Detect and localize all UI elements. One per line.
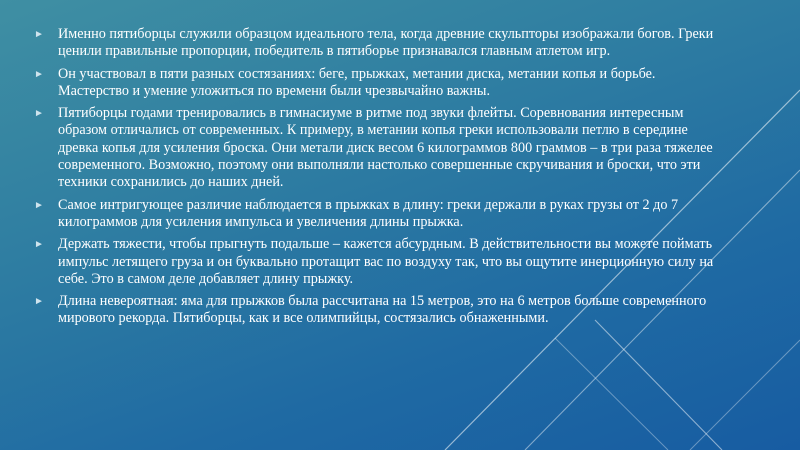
bullet-arrow-icon: ► [34,68,44,80]
paragraph-text: Именно пятиборцы служили образцом идеального тела, когда древние скульпторы изображали богов. Греки ценили правильные пропорции, победитель в пятиборье признавался главным атлетом игр. [58,26,714,60]
bullet-arrow-icon: ► [34,199,44,211]
bullet-arrow-icon: ► [34,108,44,120]
bullet-item [34,293,724,328]
bullet-arrow-icon: ► [34,239,44,251]
paragraph-text: Он участвовал в пяти разных состязаниях: беге, прыжках, метании диска, метании копья и борьбе. Мастерство и умение уложиться по времени были чрезвычайно важны. [58,65,656,99]
bullet-item [34,197,724,232]
bullet-item [34,105,724,191]
bullet-item [34,66,724,101]
paragraph-text: Длина невероятная: яма для прыжков была рассчитана на 15 метров, это на 6 метров больше современного мирового рекорда. Пятиборцы, как и все олимпийцы, состязались обнаженными. [58,293,707,327]
bullet-arrow-icon: ► [34,296,44,308]
bullet-arrow-icon: ► [34,29,44,40]
bullet-list [34,26,724,328]
slide-content [34,26,724,333]
bullet-item [34,26,724,61]
paragraph-text: Пятиборцы годами тренировались в гимнасиуме в ритме под звуки флейты. Соревнования интересным образом отличались от современных. К примеру, в метании копья греки использовали петлю в середине древка копья для усиления броска. Они метали диск весом 6 килограммов 800 граммов – в три раза тяжелее современного. Возможно, поэтому они выполняли настолько совершенные скручивания и броски, что эти техники сохранились до наших дней. [58,105,713,191]
paragraph-text: Самое интригующее различие наблюдается в прыжках в длину: греки держали в руках грузы от 2 до 7 килограммов для усиления импульса и увеличения длины прыжка. [58,196,679,230]
bullet-item [34,236,724,288]
paragraph-text: Держать тяжести, чтобы прыгнуть подальше – кажется абсурдным. В действительности вы можете поймать импульс летящего груза и он буквально протащит вас по воздуху так, что вы ощутите инерционную силу на себе. Это в самом деле добавляет длину прыжку. [58,236,714,287]
